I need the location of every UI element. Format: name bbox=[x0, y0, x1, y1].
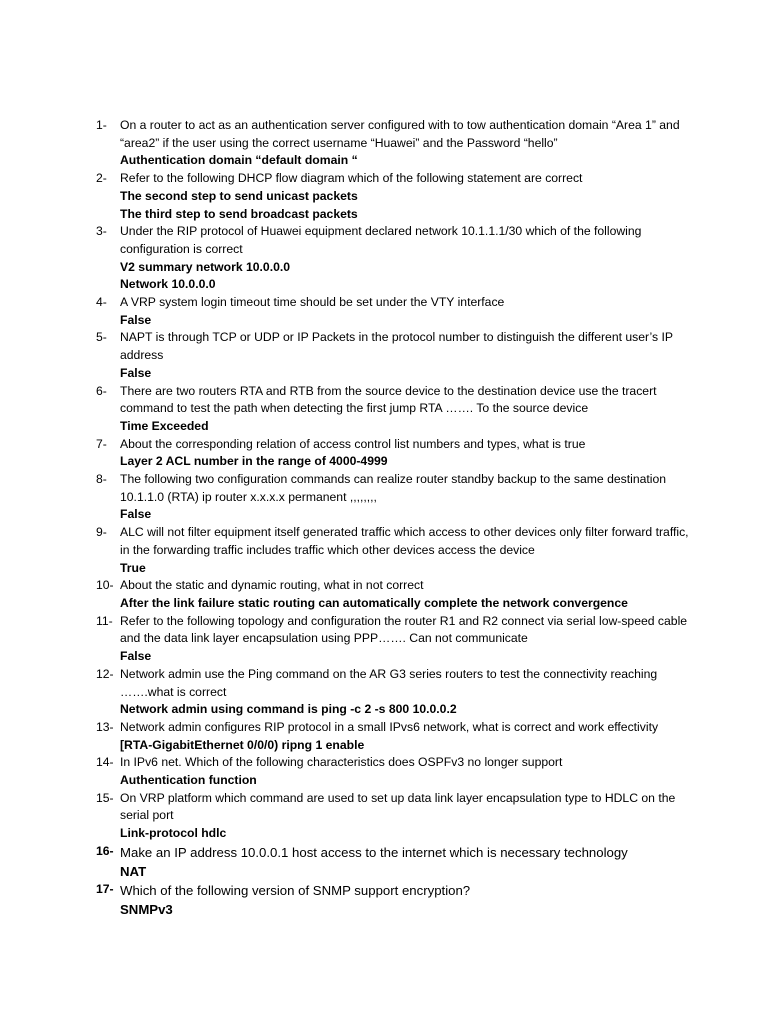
answer-text: True bbox=[120, 560, 146, 575]
question-text: Network admin use the Ping command on the AR G3 series routers to test the connectivity reaching …….what is correct bbox=[120, 666, 658, 699]
question-item bbox=[0, 383, 768, 436]
answer-text: Authentication function bbox=[120, 773, 257, 788]
question-item bbox=[0, 719, 768, 754]
question-text: There are two routers RTA and RTB from the source device to the destination device use the tracert command to test the path when detecting the first jump RTA ……. To the source device bbox=[120, 383, 657, 416]
question-item bbox=[0, 329, 768, 382]
question-item bbox=[0, 577, 768, 612]
question-number: 9- bbox=[96, 525, 107, 540]
answer-text: False bbox=[120, 312, 152, 327]
answer-text: V2 summary network 10.0.0.0 bbox=[120, 259, 291, 274]
question-number: 11- bbox=[96, 613, 113, 628]
question-item bbox=[0, 843, 768, 881]
question-text: Which of the following version of SNMP support encryption? bbox=[120, 882, 471, 898]
question-number: 14- bbox=[96, 755, 114, 770]
answer-text: After the link failure static routing can automatically complete the network convergence bbox=[120, 595, 628, 610]
answer-text: Link-protocol hdlc bbox=[120, 826, 227, 841]
question-number: 4- bbox=[96, 295, 107, 310]
question-item bbox=[0, 666, 768, 719]
question-text: Network admin configures RIP protocol in a small IPvs6 network, what is correct and work effectivity bbox=[120, 719, 659, 734]
question-number: 6- bbox=[96, 383, 107, 398]
question-number: 15- bbox=[96, 790, 114, 805]
answer-text: Time Exceeded bbox=[120, 418, 209, 433]
answer-text: Network admin using command is ping -c 2 -s 800 10.0.0.2 bbox=[120, 702, 457, 717]
question-text: On VRP platform which command are used to set up data link layer encapsulation type to HDLC on the serial port bbox=[120, 790, 676, 823]
answer-text: NAT bbox=[120, 863, 147, 879]
answer-text: The third step to send broadcast packets bbox=[120, 206, 358, 221]
question-item bbox=[0, 881, 768, 919]
question-text: On a router to act as an authentication server configured with to tow authentication domain “Area 1” and “area2” if the user using the correct username “Huawei” and the Password “hello” bbox=[120, 118, 680, 150]
question-number: 10- bbox=[96, 578, 114, 593]
answer-text: The second step to send unicast packets bbox=[120, 188, 358, 203]
question-number: 2- bbox=[96, 171, 107, 186]
question-item bbox=[0, 294, 768, 329]
question-item bbox=[0, 170, 768, 223]
question-number: 1- bbox=[96, 118, 107, 132]
question-item bbox=[0, 471, 768, 524]
answer-text: False bbox=[120, 365, 152, 380]
question-item bbox=[0, 436, 768, 471]
answer-text: SNMPv3 bbox=[120, 901, 173, 917]
answer-text: False bbox=[120, 649, 152, 664]
question-text: ALC will not filter equipment itself generated traffic which access to other devices only filter forward traffic, in the forwarding traffic includes traffic which other devices access the device bbox=[120, 525, 689, 557]
question-text: About the corresponding relation of access control list numbers and types, what is true bbox=[120, 436, 586, 451]
question-item bbox=[0, 223, 768, 294]
question-list bbox=[0, 117, 768, 919]
question-number: 8- bbox=[96, 472, 107, 487]
question-item bbox=[0, 754, 768, 789]
answer-text: [RTA-GigabitEthernet 0/0/0) ripng 1 enable bbox=[120, 737, 365, 752]
question-item bbox=[0, 524, 768, 577]
question-item bbox=[0, 613, 768, 666]
question-number: 5- bbox=[96, 330, 107, 345]
question-text: Make an IP address 10.0.0.1 host access to the internet which is necessary technology bbox=[120, 844, 628, 860]
question-number: 3- bbox=[96, 224, 107, 239]
question-text: Under the RIP protocol of Huawei equipment declared network 10.1.1.1/30 which of the following configuration is correct bbox=[120, 224, 642, 256]
question-text: Refer to the following topology and configuration the router R1 and R2 connect via serial low-speed cable and the data link layer encapsulation using PPP……. Can not communicate bbox=[120, 613, 688, 646]
question-text: The following two configuration commands can realize router standby backup to the same destination 10.1.1.0 (RTA) ip router x.x.x.x permanent ,,,,,,,, bbox=[120, 472, 667, 504]
answer-text: Network 10.0.0.0 bbox=[120, 277, 216, 292]
question-text: About the static and dynamic routing, what in not correct bbox=[120, 578, 424, 593]
question-number: 7- bbox=[96, 436, 107, 451]
question-number: 13- bbox=[96, 719, 114, 734]
question-item bbox=[0, 117, 768, 170]
question-text: NAPT is through TCP or UDP or IP Packets in the protocol number to distinguish the different user’s IP address bbox=[120, 330, 673, 363]
question-number: 17- bbox=[96, 881, 114, 896]
answer-text: Layer 2 ACL number in the range of 4000-4999 bbox=[120, 454, 388, 469]
question-number: 12- bbox=[96, 666, 114, 681]
answer-text: False bbox=[120, 507, 152, 522]
answer-text: Authentication domain “default domain “ bbox=[120, 153, 358, 168]
question-item bbox=[0, 790, 768, 843]
question-number: 16- bbox=[96, 843, 114, 858]
question-text: In IPv6 net. Which of the following characteristics does OSPFv3 no longer support bbox=[120, 755, 563, 770]
question-text: Refer to the following DHCP flow diagram which of the following statement are correct bbox=[120, 171, 583, 186]
question-text: A VRP system login timeout time should be set under the VTY interface bbox=[120, 295, 505, 310]
